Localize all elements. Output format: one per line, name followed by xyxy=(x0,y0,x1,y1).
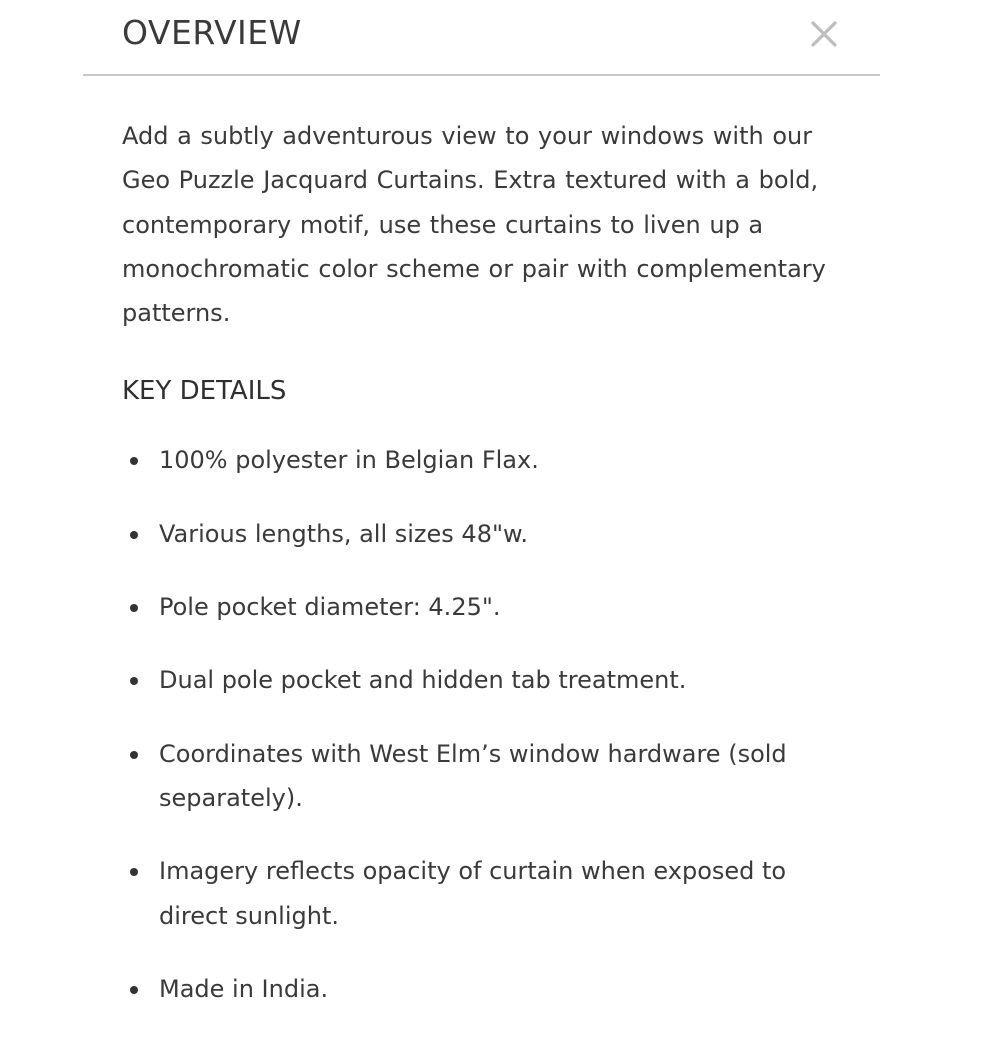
bullet-icon xyxy=(130,604,138,612)
list-item-text: Various lengths, all sizes 48"w. xyxy=(159,519,529,548)
list-item-text: Imagery reflects opacity of curtain when exposed to direct sunlight. xyxy=(159,857,787,930)
close-button[interactable] xyxy=(808,18,840,50)
overview-panel xyxy=(83,0,880,1003)
bullet-icon xyxy=(130,751,138,759)
bullet-icon xyxy=(130,986,138,994)
list-item xyxy=(122,512,862,556)
list-item xyxy=(122,849,862,938)
list-item-text: Dual pole pocket and hidden tab treatment. xyxy=(159,666,687,695)
close-icon xyxy=(808,18,840,50)
bullet-icon xyxy=(130,531,138,539)
list-item-text: Made in India. xyxy=(159,974,329,1003)
list-item xyxy=(122,585,862,629)
panel-header xyxy=(83,0,880,76)
panel-content xyxy=(122,76,862,1040)
list-item xyxy=(122,732,862,821)
bullet-icon xyxy=(130,868,138,876)
list-item xyxy=(122,438,862,482)
bullet-icon xyxy=(130,677,138,685)
key-details-heading: KEY DETAILS xyxy=(122,376,287,407)
list-item-text: 100% polyester in Belgian Flax. xyxy=(159,446,539,475)
list-item-text: Pole pocket diameter: 4.25". xyxy=(159,593,501,622)
panel-title: OVERVIEW xyxy=(122,13,302,52)
list-item xyxy=(122,658,862,702)
product-description: Add a subtly adventurous view to your windows with our Geo Puzzle Jacquard Curtains. Extra textured with a bold, contemporary motif, use these curtains to liven up a monochromatic color scheme or pair with complementary patterns. xyxy=(122,122,826,328)
key-details-list xyxy=(122,438,862,1011)
bullet-icon xyxy=(130,457,138,465)
list-item xyxy=(122,967,862,1011)
list-item-text: Coordinates with West Elm’s window hardware (sold separately). xyxy=(159,739,787,812)
